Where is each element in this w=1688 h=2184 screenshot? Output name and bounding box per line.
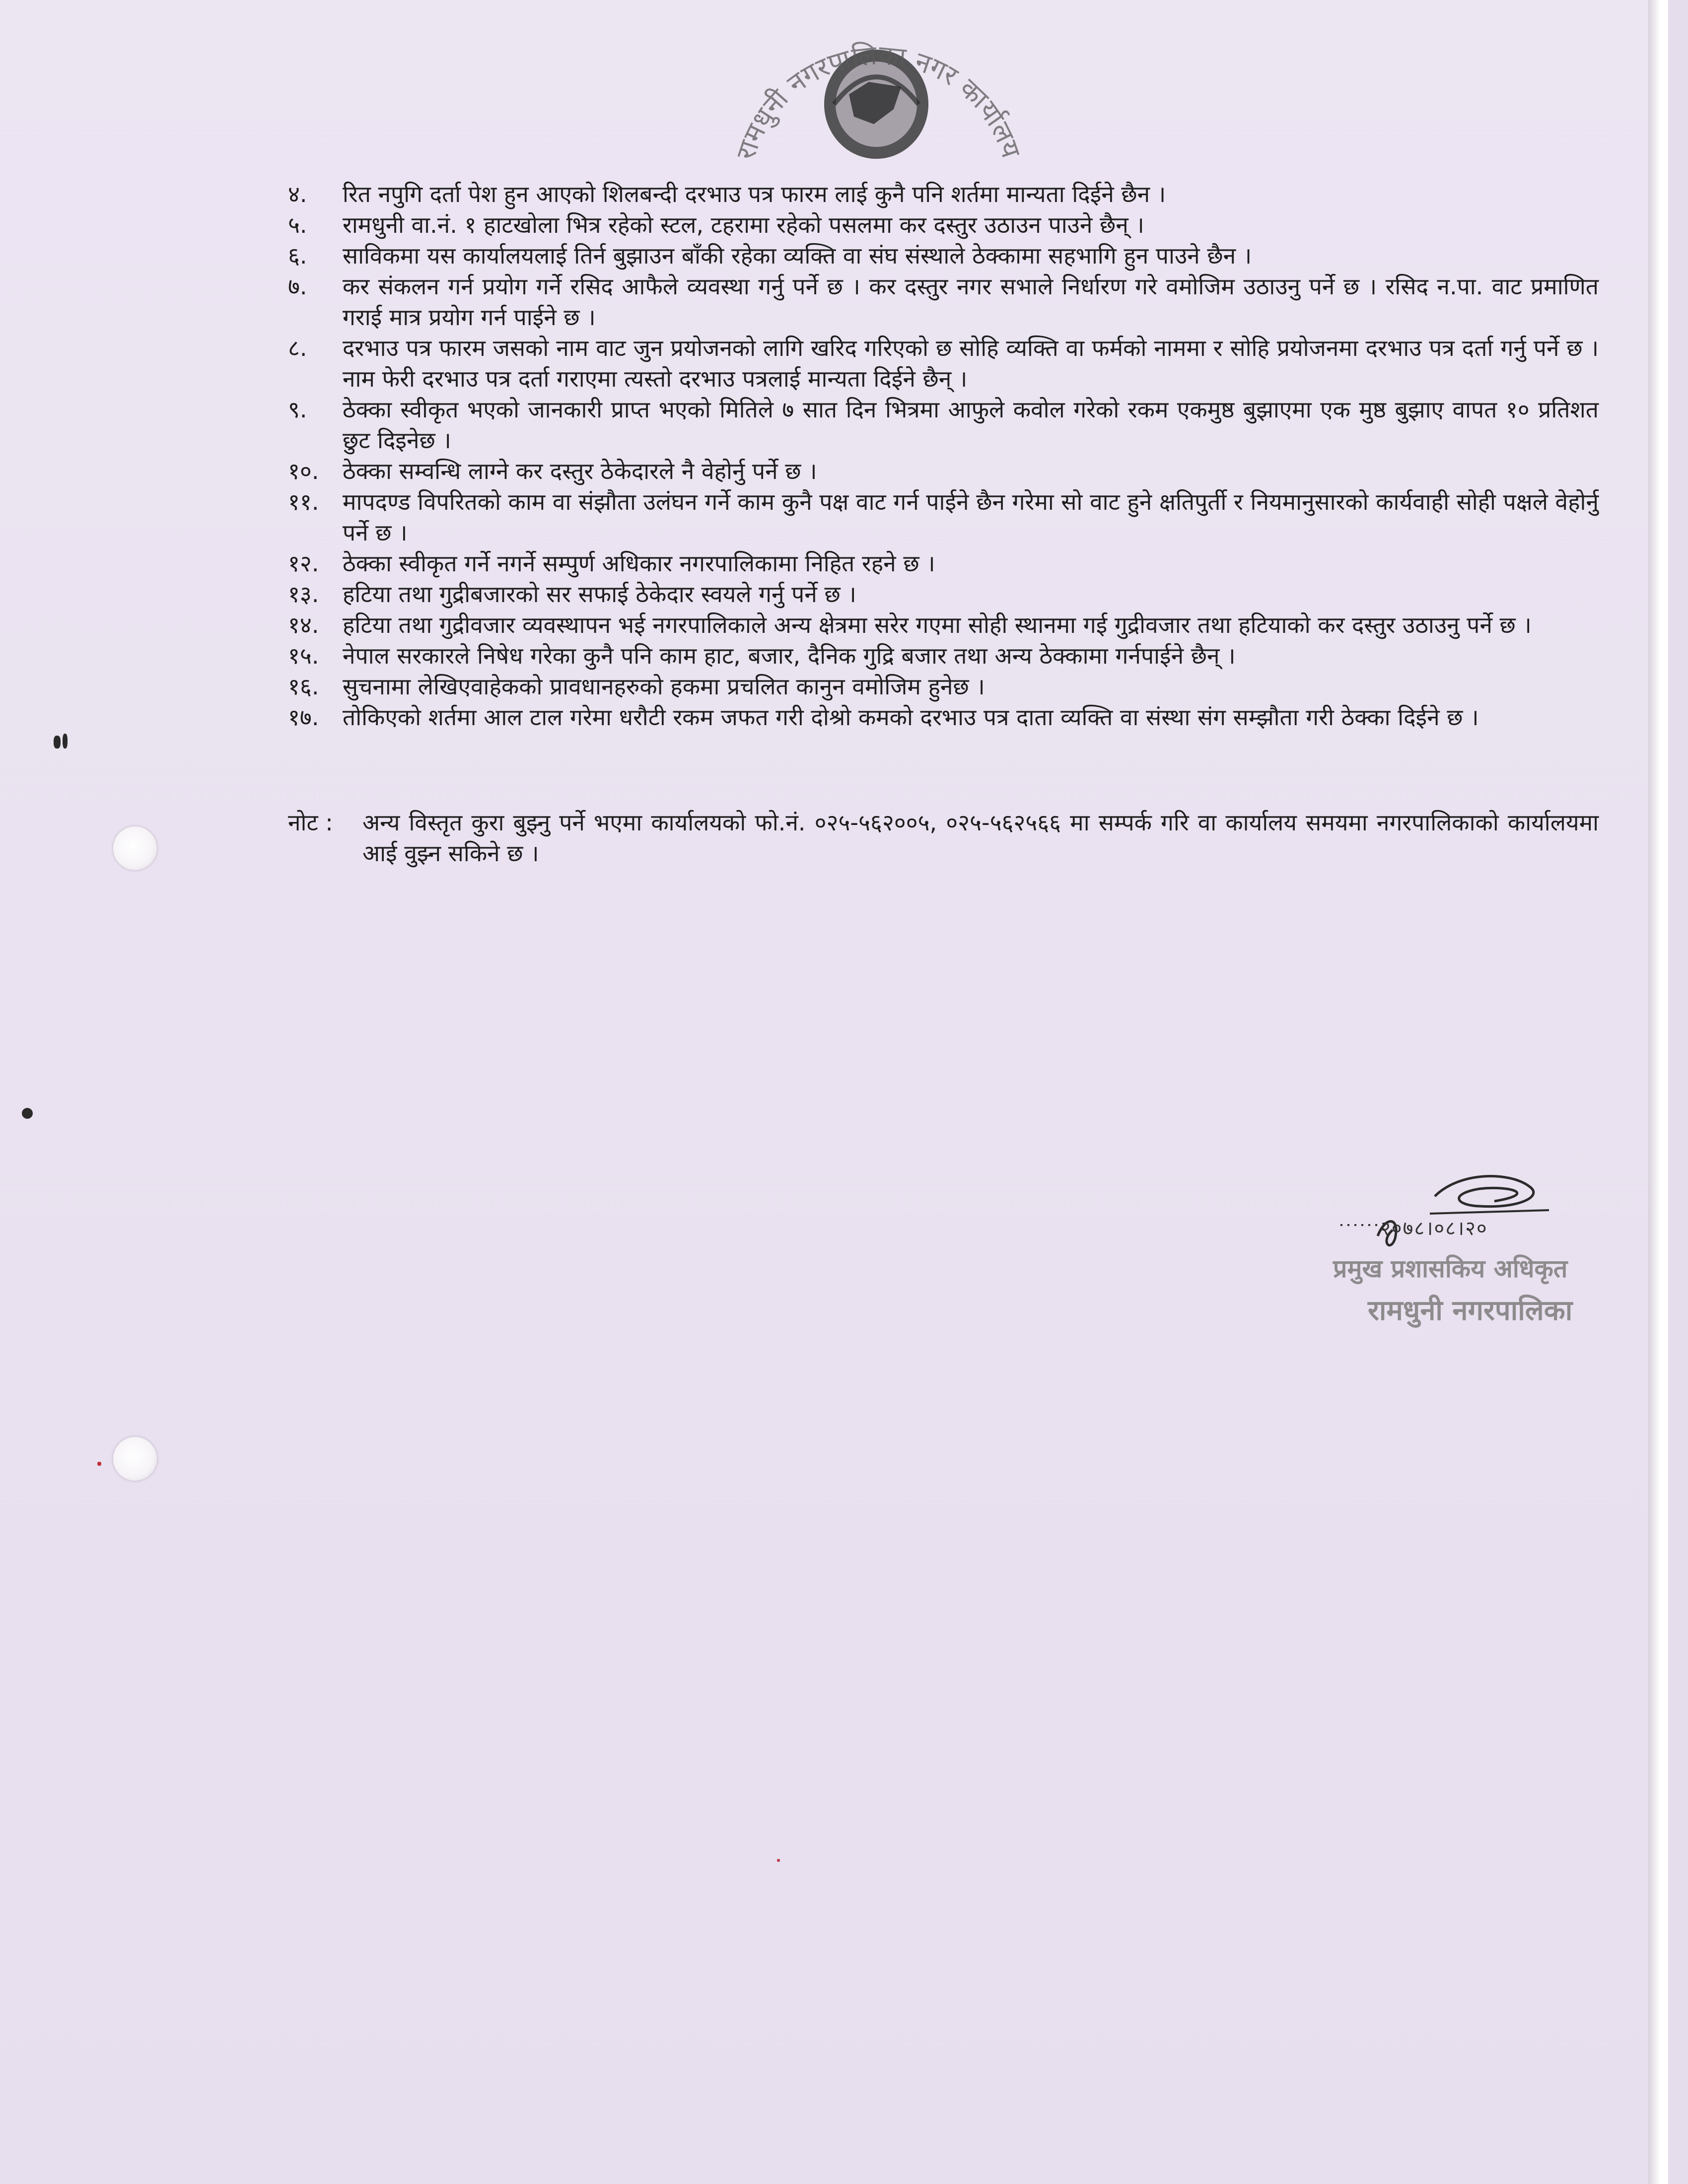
note-text: अन्य विस्तृत कुरा बुझ्नु पर्ने भएमा कार्यालयको फो.नं. ०२५-५६२००५, ०२५-५६२५६६ मा सम्पर्क गरि वा कार्यालय समयमा नगरपालिकाको कार्यालयमा आई वुझ्न सकिने छ ।	[362, 809, 1599, 867]
term-text: रित नपुगि दर्ता पेश हुन आएको शिलबन्दी दरभाउ पत्र फारम लाई कुनै पनि शर्तमा मान्यता दिईने छैन ।	[343, 181, 1166, 207]
officer-title: प्रमुख प्रशासकिय अधिकृत	[1333, 1254, 1568, 1283]
term-number: १७.	[288, 704, 319, 731]
term-text: ठेक्का स्वीकृत भएको जानकारी प्राप्त भएको मितिले ७ सात दिन भित्रमा आफुले कवोल गरेको रकम एकमुष्ठ बुझाएमा एक मुष्ठ बुझाए वापत १० प्रतिशत छुट दिइनेछ ।	[343, 396, 1599, 454]
terms-list	[288, 179, 1599, 869]
term-text: हटिया तथा गुद्रीवजार व्यवस्थापन भई नगरपालिकाले अन्य क्षेत्रमा सरेर गएमा सोही स्थानमा गई गुद्रीवजार तथा हटियाको कर दस्तुर उठाउनु पर्ने छ ।	[343, 612, 1532, 638]
term-number: १६.	[288, 673, 319, 700]
term-text: साविकमा यस कार्यालयलाई तिर्न बुझाउन बाँकी रहेका व्यक्ति वा संघ संस्थाले ठेक्कामा सहभागि हुन पाउने छैन ।	[343, 242, 1252, 269]
term-item	[288, 333, 1599, 394]
note-label: नोट :	[288, 809, 333, 836]
contact-note	[288, 807, 1599, 869]
term-item	[288, 394, 1599, 456]
term-number: १०.	[288, 458, 319, 484]
municipality-name: रामधुनी नगरपालिका	[1368, 1295, 1573, 1327]
signature-date: २०७८।०८।२०	[1380, 1217, 1488, 1240]
term-text: ठेक्का सम्वन्धि लाग्ने कर दस्तुर ठेकेदारले नै वेहोर्नु पर्ने छ ।	[343, 458, 817, 484]
term-number: १५.	[288, 642, 319, 669]
term-text: रामधुनी वा.नं. १ हाटखोला भित्र रहेको स्टल, टहरामा रहेको पसलमा कर दस्तुर उठाउन पाउने छैन् ।	[343, 211, 1144, 238]
term-item	[288, 548, 1599, 579]
term-number: ६.	[288, 242, 307, 269]
term-number: ८.	[288, 335, 307, 361]
term-item	[288, 702, 1599, 733]
term-number: ४.	[288, 181, 307, 207]
scan-speck	[54, 736, 61, 749]
scan-speck	[97, 1462, 101, 1466]
term-text: हटिया तथा गुद्रीबजारको सर सफाई ठेकेदार स्वयले गर्नु पर्ने छ ।	[343, 581, 856, 608]
term-number: ९.	[288, 396, 307, 423]
term-item	[288, 456, 1599, 486]
term-number: ११.	[288, 488, 319, 515]
scan-speck	[22, 1108, 33, 1119]
term-text: सुचनामा लेखिएवाहेकको प्रावधानहरुको हकमा प्रचलित कानुन वमोजिम हुनेछ ।	[343, 673, 985, 700]
term-text: ठेक्का स्वीकृत गर्ने नगर्ने सम्पुर्ण अधिकार नगरपालिकामा निहित रहने छ ।	[343, 550, 935, 577]
term-item	[288, 179, 1599, 209]
term-number: १३.	[288, 581, 319, 608]
term-item	[288, 640, 1599, 671]
term-number: ७.	[288, 273, 307, 300]
term-number: १४.	[288, 612, 319, 638]
term-text: नेपाल सरकारले निषेध गरेका कुनै पनि काम हाट, बजार, दैनिक गुद्रि बजार तथा अन्य ठेक्कामा गर्नपाईने छैन् ।	[343, 642, 1236, 669]
term-text: तोकिएको शर्तमा आल टाल गरेमा धरौटी रकम जफत गरी दोश्रो कमको दरभाउ पत्र दाता व्यक्ति वा संस्था संग सम्झौता गरी ठेक्का दिईने छ ।	[343, 704, 1479, 731]
punch-hole	[113, 1437, 157, 1481]
term-item	[288, 271, 1599, 333]
term-item	[288, 486, 1599, 548]
scan-speck	[777, 1859, 780, 1862]
term-item	[288, 579, 1599, 610]
punch-hole	[113, 826, 157, 870]
term-number: ५.	[288, 211, 307, 238]
term-number: १२.	[288, 550, 319, 577]
term-item	[288, 671, 1599, 702]
seal-text: रामधुनी नगरपालिका नगर कार्यालय	[730, 39, 1027, 164]
term-item	[288, 209, 1599, 240]
term-text: कर संकलन गर्न प्रयोग गर्ने रसिद आफैले व्यवस्था गर्नु पर्ने छ । कर दस्तुर नगर सभाले निर्धारण गरे वमोजिम उठाउनु पर्ने छ । रसिद न.पा. वाट प्रमाणित गराई मात्र प्रयोग गर्न पाईने छ ।	[343, 273, 1599, 331]
term-item	[288, 240, 1599, 271]
page-edge	[1648, 0, 1668, 2184]
term-item	[288, 610, 1599, 640]
scan-speck	[63, 734, 68, 749]
term-text: मापदण्ड विपरितको काम वा संझौता उलंघन गर्ने काम कुनै पक्ष वाट गर्न पाईने छैन गरेमा सो वाट हुने क्षतिपुर्ती र नियमानुसारको कार्यवाही सोही पक्षले वेहोर्नु पर्ने छ ।	[343, 488, 1599, 546]
term-text: दरभाउ पत्र फारम जसको नाम वाट जुन प्रयोजनको लागि खरिद गरिएको छ सोहि व्यक्ति वा फर्मको नाममा र सोहि प्रयोजनमा दरभाउ पत्र दर्ता गर्नु पर्ने छ । नाम फेरी दरभाउ पत्र दर्ता गराएमा त्यस्तो दरभाउ पत्रलाई मान्यता दिईने छैन् ।	[343, 335, 1599, 392]
